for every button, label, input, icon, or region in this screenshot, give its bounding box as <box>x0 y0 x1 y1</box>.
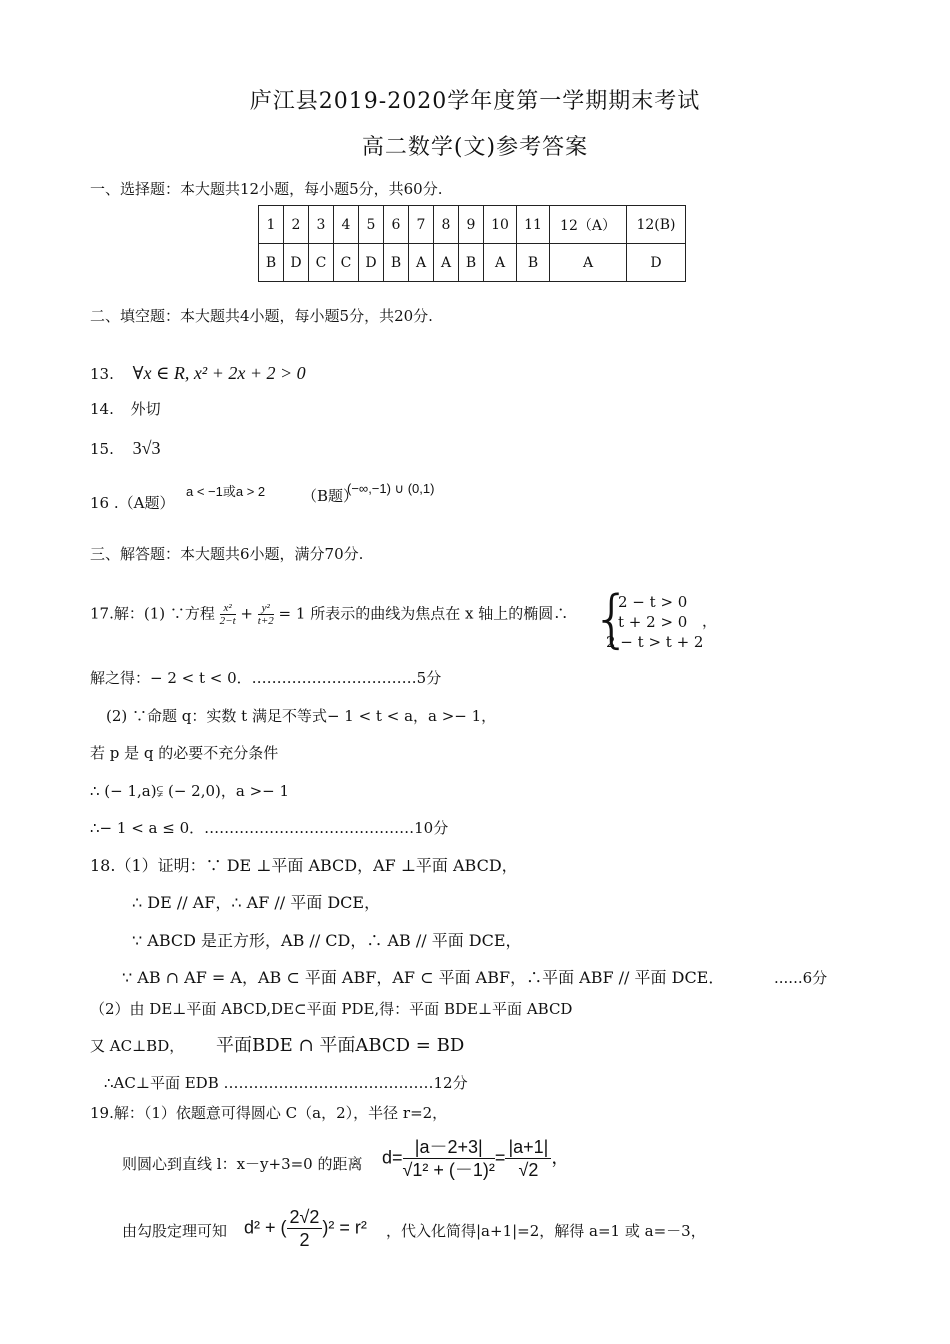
fraction-y2 <box>258 602 274 627</box>
table-cell: B <box>384 244 409 282</box>
table-cell: D <box>359 244 384 282</box>
answer-16b-label: （B题） <box>302 487 359 505</box>
p17-system <box>606 592 703 652</box>
section2-heading: 二、填空题：本大题共4小题，每小题5分，共20分. <box>90 307 433 325</box>
fraction-numerator: x² <box>220 602 236 615</box>
p19-d: d= <box>382 1147 403 1168</box>
fraction-denominator: 2 <box>299 1230 310 1250</box>
p19-line2-text: 则圆心到直线 l：x－y+3=0 的距离 <box>122 1155 363 1173</box>
equals-sign: = <box>494 1147 506 1168</box>
table-cell: D <box>284 244 309 282</box>
p17-line1 <box>90 602 568 627</box>
table-cell: 8 <box>434 206 459 244</box>
table-cell: C <box>334 244 359 282</box>
table-cell: 10 <box>484 206 517 244</box>
p17-line6: ∴− 1 < a ≤ 0．……………………………………10分 <box>90 819 449 837</box>
answer-16a-left: a < −1 <box>186 484 223 499</box>
answer-14-text: 外切 <box>130 400 161 418</box>
table-cell: C <box>309 244 334 282</box>
p17-text: 17.解：(1) ∵方程 <box>90 604 215 623</box>
table-cell: A <box>550 244 627 282</box>
table-cell: 12(B) <box>627 206 686 244</box>
table-cell: 2 <box>284 206 309 244</box>
system-line: 2 − t > 0 <box>618 593 688 611</box>
answer-15 <box>90 438 161 459</box>
plus-sign: + <box>240 604 253 623</box>
answer-16a <box>186 481 265 500</box>
p18-line2: ∴ DE // AF，∴ AF // 平面 DCE， <box>132 893 381 912</box>
answer-16a-right: a > 2 <box>235 484 266 499</box>
p17-line4: 若 p 是 q 的必要不充分条件 <box>90 744 279 762</box>
p18-line6b: 平面BDE ∩ 平面ABCD = BD <box>216 1035 465 1056</box>
fraction-distance <box>403 1136 495 1181</box>
p19-comma: ， <box>551 1147 570 1168</box>
table-cell: 9 <box>459 206 484 244</box>
p18-line4: ∵ AB ∩ AF = A，AB ⊂ 平面 ABF，AF ⊂ 平面 ABF，∴平面 ABF // 平面 DCE． <box>122 968 725 987</box>
fraction-numerator: y² <box>258 602 274 615</box>
table-cell: 3 <box>309 206 334 244</box>
fraction-x2 <box>220 602 236 627</box>
section1-heading: 一、选择题：本大题共12小题，每小题5分，共60分. <box>90 180 443 198</box>
system-line: 2 − t > t + 2 <box>606 633 704 651</box>
p18-line6a: 又 AC⊥BD， <box>90 1037 185 1055</box>
page-title: 庐江县2019-2020学年度第一学期期末考试 <box>249 89 701 114</box>
table-cell: 4 <box>334 206 359 244</box>
p19-line1: 19.解：（1）依题意可得圆心 C（a，2），半径 r=2， <box>90 1104 448 1122</box>
p17-line2: 解之得：− 2 < t < 0．……………………………5分 <box>90 669 442 687</box>
section3-heading: 三、解答题：本大题共6小题，满分70分. <box>90 545 364 563</box>
fraction-half-chord <box>287 1206 323 1251</box>
p18-score: ......6分 <box>774 969 828 987</box>
table-cell: 11 <box>517 206 550 244</box>
fraction-numerator: |a－2+3| <box>403 1136 495 1159</box>
answer-13-text: ∀x ∈ R, x² + 2x + 2 > 0 <box>132 363 306 383</box>
answer-14 <box>90 398 161 419</box>
table-cell: D <box>627 244 686 282</box>
answer-13 <box>90 363 306 384</box>
table-cell: 5 <box>359 206 384 244</box>
answer-15-text: 3√3 <box>132 438 161 458</box>
answer-16b: (−∞,−1) ∪ (0,1) <box>347 481 435 496</box>
p17-text-cont: = 1 所表示的曲线为焦点在 x 轴上的椭圆∴ <box>278 604 569 623</box>
p17-comma: ， <box>702 612 718 630</box>
p18-line3: ∵ ABCD 是正方形，AB // CD，∴ AB // 平面 DCE， <box>132 931 522 950</box>
fraction-simplified <box>505 1136 551 1181</box>
system-line: t + 2 > 0 <box>618 613 688 631</box>
left-brace-icon: { <box>592 582 632 655</box>
p18-line7: ∴AC⊥平面 EDB ……………………………………12分 <box>104 1074 468 1092</box>
p17-line5: ∴ (− 1,a)⫋ (− 2,0)，a >− 1 <box>90 782 290 800</box>
question-number: 15. <box>90 440 114 458</box>
table-row-answers <box>259 244 686 282</box>
table-cell: 12（A） <box>550 206 627 244</box>
question-number: 13. <box>90 365 114 383</box>
table-cell: B <box>459 244 484 282</box>
page-subtitle: 高二数学(文)参考答案 <box>361 135 589 160</box>
table-cell: A <box>409 244 434 282</box>
table-cell: 1 <box>259 206 284 244</box>
p19-line3-text: 由勾股定理可知 <box>122 1222 228 1240</box>
table-row-numbers <box>259 206 686 244</box>
formula-part: d² + ( <box>244 1217 287 1238</box>
fraction-denominator: √1² + (－1)² <box>402 1160 495 1180</box>
fraction-denominator: 2−t <box>219 615 236 627</box>
table-cell: 7 <box>409 206 434 244</box>
answer-16-label: 16 .（A题） <box>90 494 175 512</box>
fraction-denominator: t+2 <box>257 615 274 627</box>
answer-16a-mid: 或 <box>222 485 236 500</box>
p19-pythagoras-formula <box>244 1206 367 1251</box>
p17-line3: (2) ∵命题 q：实数 t 满足不等式− 1 < t < a，a >− 1， <box>106 707 497 725</box>
formula-part: )² = r² <box>322 1217 367 1238</box>
table-cell: B <box>259 244 284 282</box>
p19-distance-formula <box>382 1136 569 1181</box>
p18-line5: （2）由 DE⊥平面 ABCD,DE⊂平面 PDE,得：平面 BDE⊥平面 ABCD <box>90 1000 573 1018</box>
fraction-denominator: √2 <box>518 1160 539 1180</box>
table-cell: A <box>434 244 459 282</box>
p19-line3-end: ，代入化简得|a+1|=2，解得 a=1 或 a=－3， <box>386 1222 706 1240</box>
p18-line1: 18.（1）证明：∵ DE ⊥平面 ABCD，AF ⊥平面 ABCD， <box>90 856 518 875</box>
answer-table <box>258 205 686 282</box>
table-cell: A <box>484 244 517 282</box>
question-number: 14. <box>90 400 114 418</box>
table-cell: B <box>517 244 550 282</box>
fraction-numerator: 2√2 <box>287 1206 323 1229</box>
fraction-numerator: |a+1| <box>505 1136 551 1159</box>
table-cell: 6 <box>384 206 409 244</box>
